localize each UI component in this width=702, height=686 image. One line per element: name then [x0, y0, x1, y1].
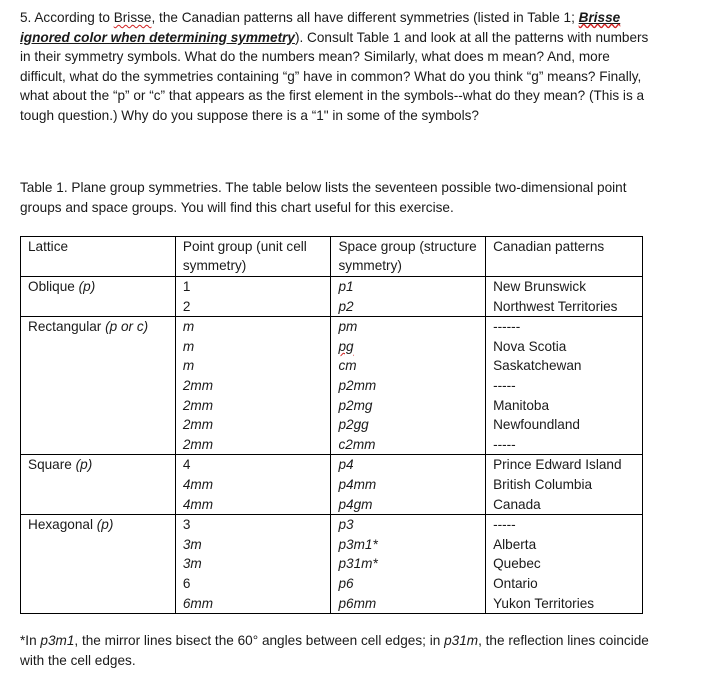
canadian-pattern-cell: -----: [486, 515, 643, 535]
canadian-pattern-cell: New Brunswick: [486, 277, 643, 297]
lattice-cell: [21, 297, 176, 317]
question-text-2: , the Canadian patterns all have different symmetries (listed in Table 1;: [151, 10, 579, 25]
table-row: [21, 455, 643, 475]
table-row: [21, 475, 643, 495]
point-group-cell: 6mm: [175, 594, 331, 614]
lattice-name: Square: [28, 457, 72, 473]
table-row: [21, 415, 643, 435]
footnote-symbol-2: p31m: [444, 633, 479, 648]
point-group-cell: 1: [175, 277, 331, 297]
table-row: [21, 594, 643, 614]
footnote-text-2: , the mirror lines bisect the 60° angles between cell edges; in: [74, 633, 445, 648]
symmetry-table: [20, 236, 643, 614]
canadian-pattern-cell: -----: [486, 435, 643, 455]
lattice-cell: [21, 277, 176, 297]
lattice-cell: [21, 594, 176, 614]
table-row: [21, 554, 643, 574]
canadian-pattern-cell: Alberta: [486, 535, 643, 555]
lattice-name: Rectangular: [28, 319, 102, 335]
canadian-pattern-cell: Prince Edward Island: [486, 455, 643, 475]
table-row: [21, 277, 643, 297]
lattice-cell: [21, 415, 176, 435]
point-group-cell: m: [175, 337, 331, 357]
lattice-cell: [21, 337, 176, 357]
table-row: [21, 535, 643, 555]
point-group-cell: 3: [175, 515, 331, 535]
table-row: [21, 574, 643, 594]
table-row: [21, 317, 643, 337]
point-group-cell: 4: [175, 455, 331, 475]
lattice-symbol: (p or c): [105, 319, 149, 335]
table-row: [21, 515, 643, 535]
lattice-cell: [21, 317, 176, 337]
point-group-cell: 3m: [175, 554, 331, 574]
canadian-pattern-cell: Newfoundland: [486, 415, 643, 435]
point-group-cell: 6: [175, 574, 331, 594]
table-row: [21, 337, 643, 357]
table-row: [21, 376, 643, 396]
point-group-cell: m: [175, 317, 331, 337]
table-header-row: [21, 237, 643, 277]
table-caption: Table 1. Plane group symmetries. The table below lists the seventeen possible two-dimensional point groups and space groups. You will find this chart useful for this exercise.: [20, 180, 627, 215]
lattice-cell: [21, 574, 176, 594]
footnote-text-1: *In: [20, 633, 41, 648]
lattice-cell: [21, 495, 176, 515]
lattice-cell: [21, 396, 176, 416]
point-group-cell: 2mm: [175, 396, 331, 416]
space-group-cell: c2mm: [331, 435, 486, 455]
space-group-cell: p1: [331, 277, 486, 297]
header-point-group: Point group (unit cell symmetry): [175, 237, 331, 277]
canadian-pattern-cell: Manitoba: [486, 396, 643, 416]
point-group-cell: 4mm: [175, 475, 331, 495]
space-group-cell: p6: [331, 574, 486, 594]
point-group-cell: 2mm: [175, 415, 331, 435]
emphasis-text: ignored color when determining symmetry: [20, 29, 295, 45]
footnote-symbol-1: p3m1: [40, 633, 75, 648]
lattice-symbol: (p): [75, 457, 93, 473]
lattice-name: Hexagonal: [28, 517, 93, 533]
space-group-cell: p31m*: [331, 554, 486, 574]
space-group-cell: pg: [331, 337, 486, 357]
canadian-pattern-cell: Nova Scotia: [486, 337, 643, 357]
table-row: [21, 396, 643, 416]
lattice-symbol: (p): [96, 517, 114, 533]
lattice-cell: [21, 515, 176, 535]
header-space-group: Space group (structure symmetry): [331, 237, 486, 277]
lattice-cell: [21, 535, 176, 555]
canadian-pattern-cell: Saskatchewan: [486, 356, 643, 376]
lattice-name: Oblique: [28, 279, 75, 294]
canadian-pattern-cell: Quebec: [486, 554, 643, 574]
lattice-cell: [21, 455, 176, 475]
canadian-pattern-cell: Canada: [486, 495, 643, 515]
table-row: [21, 356, 643, 376]
space-group-cell: p2mm: [331, 376, 486, 396]
space-group-cell: p4mm: [331, 475, 486, 495]
space-group-cell: p2mg: [331, 396, 486, 416]
emphasis-author: Brisse: [578, 10, 621, 25]
lattice-cell: [21, 554, 176, 574]
point-group-cell: 3m: [175, 535, 331, 555]
space-group-cell: p3m1*: [331, 535, 486, 555]
space-group-cell: p2gg: [331, 415, 486, 435]
canadian-pattern-cell: Northwest Territories: [486, 297, 643, 317]
space-group-cell: p6mm: [331, 594, 486, 614]
author-name: Brisse: [113, 10, 152, 25]
space-group-cell: p2: [331, 297, 486, 317]
space-group-cell: p4: [331, 455, 486, 475]
space-group-cell: cm: [331, 356, 486, 376]
lattice-symbol: (p): [78, 279, 96, 294]
table-row: [21, 495, 643, 515]
question-text-1: 5. According to: [20, 10, 114, 25]
point-group-cell: m: [175, 356, 331, 376]
point-group-cell: 2: [175, 297, 331, 317]
footnote: [20, 631, 650, 670]
table-row: [21, 435, 643, 455]
lattice-cell: [21, 435, 176, 455]
canadian-pattern-cell: ------: [486, 317, 643, 337]
lattice-cell: [21, 356, 176, 376]
table-row: [21, 297, 643, 317]
lattice-cell: [21, 376, 176, 396]
question-paragraph: [20, 8, 650, 126]
header-canadian-patterns: Canadian patterns: [486, 237, 643, 277]
lattice-cell: [21, 475, 176, 495]
question-text-3: ). Consult Table 1 and look at all the patterns with numbers in their symmetry symbols. What do the numbers mean? Similarly, what does m mean? And, more difficult, what do the symmetries containing “g” have in common? What do you think “g” means? Finally, what about the “p” or “c” that appears as the first element in the symbols--what do they mean? (This is a tough question.) Why do you suppose there is a “1" in some of the symbols?: [20, 29, 649, 123]
canadian-pattern-cell: Yukon Territories: [486, 594, 643, 614]
point-group-cell: 4mm: [175, 495, 331, 515]
space-group-cell: p4gm: [331, 495, 486, 515]
point-group-cell: 2mm: [175, 376, 331, 396]
point-group-cell: 2mm: [175, 435, 331, 455]
space-group-cell: pm: [331, 317, 486, 337]
header-lattice: Lattice: [21, 237, 176, 277]
footnote-text-3: , the reflection lines coincide with the cell edges.: [20, 633, 649, 668]
space-group-cell: p3: [331, 515, 486, 535]
canadian-pattern-cell: British Columbia: [486, 475, 643, 495]
canadian-pattern-cell: -----: [486, 376, 643, 396]
canadian-pattern-cell: Ontario: [486, 574, 643, 594]
